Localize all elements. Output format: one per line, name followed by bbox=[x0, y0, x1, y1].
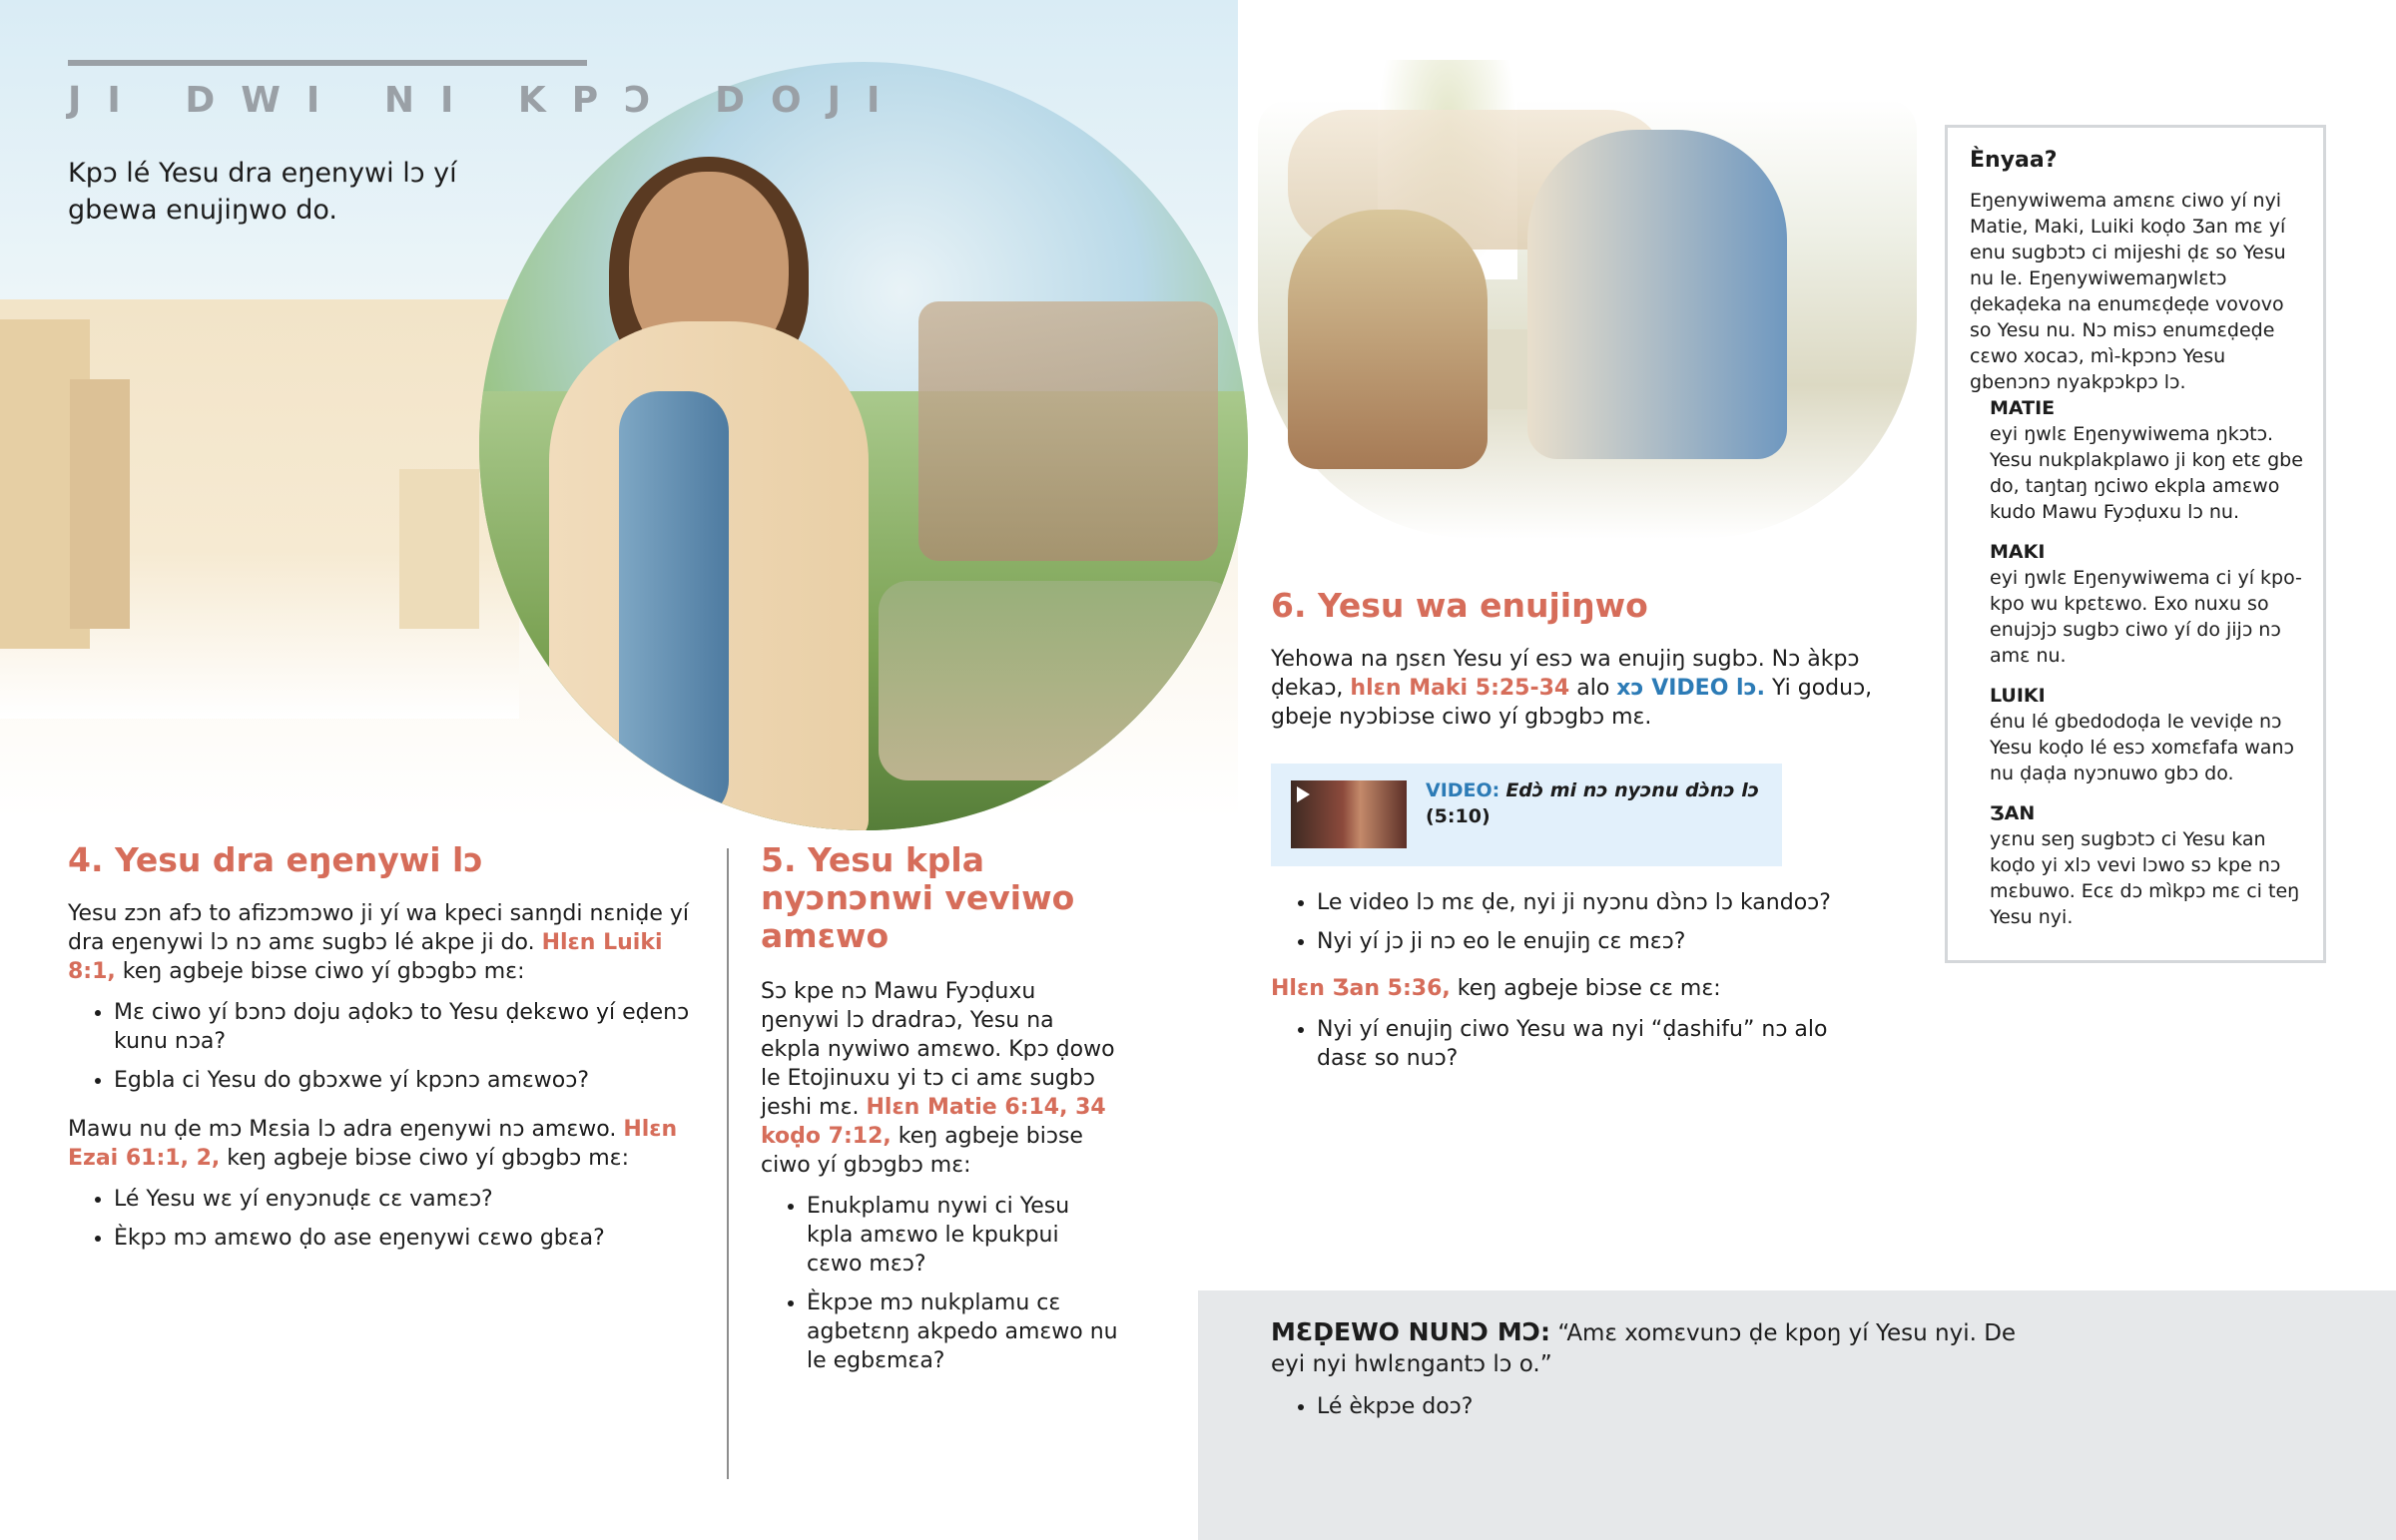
did-you-know-box bbox=[1945, 125, 2326, 963]
video-caption bbox=[1426, 777, 1759, 829]
question-item: • Èkpɔ mɔ amɛwo ḍo ase eŋenywi cɛwo gbɛa? bbox=[114, 1224, 697, 1253]
summary-heading: MƐḌEWO NUNƆ MƆ: bbox=[1271, 1317, 1551, 1346]
section-5-heading: 5. Yesu kpla nyɔnɔnwi veviwo amɛwo bbox=[761, 840, 1075, 955]
question-item: • Egbla ci Yesu do gbɔxwe yí kpɔnɔ amɛwoɔ? bbox=[114, 1066, 697, 1095]
sidebar-intro: Eŋenywiwema amɛnɛ ciwo yí nyi Matie, Maki, Luiki koḍo Ʒan mɛ yí enu sugbɔtɔ ci mijeshi ḍɛ so Yesu nu le. Eŋenywiwemaŋwlɛtɔ ḍekaḍeka na enumɛḍeḍe vovovo so Yesu nu. Nɔ misɔ enumɛḍeḍe cɛwo xocaɔ, mì-kpɔnɔ Yesu gbenɔnɔ nyakpɔkpɔ lɔ. bbox=[1970, 190, 2286, 393]
question-item: • Enukplamu nywi ci Yesu kpla amɛwo le kpukpui cɛwo mɛɔ? bbox=[807, 1192, 1120, 1279]
question-item: • Mɛ ciwo yí bɔnɔ doju aḍokɔ to Yesu ḍekɛwo yí eḍenɔ kunu nɔa? bbox=[114, 998, 697, 1056]
question-item: • Lé èkpɔe doɔ? bbox=[1317, 1392, 2030, 1421]
gospel-writer-name: MATIE bbox=[1990, 397, 2056, 419]
gospel-writer-item bbox=[1990, 800, 2307, 930]
section-5 bbox=[761, 841, 1120, 1385]
question-item: • Lé Yesu wɛ yí enyɔnuḍɛ cɛ vamɛɔ? bbox=[114, 1185, 697, 1214]
video-link[interactable]: xɔ VIDEO lɔ. bbox=[1616, 676, 1765, 701]
sidebar-title: Ènyaa? bbox=[1970, 148, 2058, 173]
section-5-paragraph: Sɔ kpe nɔ Mawu Fyɔḍuxu ŋenywi lɔ dradraɔ, Yesu na ekpla nywiwo amɛwo. Kpɔ ḍowo le Etojinuxu yi tɔ ci amɛ sugbɔ jeshi mɛ. Hlɛn Matie 6:14, 34 koḍo 7:12, keŋ agbeje biɔse ciwo yí gbɔgbɔ mɛ: bbox=[761, 979, 1115, 1178]
scripture-link[interactable]: Hlɛn Matie 6:14, 34 koḍo 7:12, bbox=[761, 1095, 1106, 1149]
section-6-paragraph-2: Hlɛn Ʒan 5:36, keŋ agbeje biɔse cɛ mɛ: bbox=[1271, 976, 1721, 1001]
gospel-writer-name: ƷAN bbox=[1990, 802, 2036, 824]
scripture-link[interactable]: Hlɛn Ezai 61:1, 2, bbox=[68, 1117, 678, 1171]
gospel-writer-text: eyi ŋwlɛ Eŋenywiwema ŋkɔtɔ. Yesu nukplakplawo ji koŋ etɛ gbe do, taŋtaŋ ŋciwo ekpla amɛwo kudo Mawu Fyɔḍuxu lɔ nu. bbox=[1990, 423, 2303, 523]
question-item: • Nyi yí enujiŋ ciwo Yesu wa nyi “ḍashifu” nɔ alo dasɛ so nuɔ? bbox=[1317, 1015, 1870, 1073]
section-6-heading: 6. Yesu wa enujiŋwo bbox=[1271, 586, 1648, 625]
gospel-writer-text: yɛnu seŋ sugbɔtɔ ci Yesu kan koḍo yi xlɔ vevi lɔwo sɔ kpe nɔ mɛbuwo. Ecɛ dɔ mìkpɔ mɛ ci teŋ Yesu nyi. bbox=[1990, 828, 2300, 928]
header-rule bbox=[68, 60, 587, 66]
question-list bbox=[68, 1185, 697, 1253]
gospel-writer-text: énu lé gbedodoḍa le veviḍe nɔ Yesu koḍo lé esɔ xomɛfafa wanɔ nu ḍaḍa nyɔnuwo gbɔ do. bbox=[1990, 711, 2294, 784]
scripture-link[interactable]: Hlɛn Luiki 8:1, bbox=[68, 930, 663, 984]
gospel-writer-item bbox=[1990, 683, 2307, 786]
question-item: • Nyi yí jɔ ji nɔ eo le enujiŋ cɛ mɛɔ? bbox=[1317, 927, 1870, 956]
video-title[interactable]: Edɔ̀ mi nɔ nyɔnu dɔ̀nɔ lɔ bbox=[1505, 779, 1759, 801]
question-list bbox=[1271, 1392, 2030, 1421]
gospel-writer-name: LUIKI bbox=[1990, 685, 2046, 707]
summary-box bbox=[1198, 1290, 2396, 1540]
video-label: VIDEO: bbox=[1426, 779, 1500, 801]
section-6-paragraph: Yehowa na ŋsɛn Yesu yí esɔ wa enujiŋ sugbɔ. Nɔ àkpɔ ḍekaɔ, hlɛn Maki 5:25-34 alo xɔ VIDEO lɔ. Yi goduɔ, gbeje nyɔbiɔse ciwo yí gbɔgbɔ mɛ. bbox=[1271, 647, 1873, 730]
jesus-preaching-illustration bbox=[479, 62, 1248, 830]
lesson-lead: Kpɔ lé Yesu dra eŋenywi lɔ yí gbewa enujiŋwo do. bbox=[68, 158, 457, 226]
gospel-writer-item bbox=[1990, 539, 2307, 669]
seated-crowd-illustration bbox=[879, 581, 1238, 780]
crowd-illustration bbox=[918, 301, 1218, 561]
jesus-kneeling-illustration bbox=[1527, 130, 1787, 459]
video-thumbnail[interactable] bbox=[1291, 780, 1407, 848]
summary-text: MƐḌEWO NUNƆ MƆ: “Amɛ xomɛvunɔ ḍe kpoŋ yí Yesu nyi. De eyi nyi hwlɛngantɔ lɔ o.” • Lé èkpɔe doɔ? bbox=[1271, 1316, 2030, 1431]
lesson-kicker: JI DWI NI KPƆ DOJI bbox=[68, 80, 906, 121]
video-card[interactable] bbox=[1271, 764, 1782, 866]
question-list bbox=[761, 1192, 1120, 1375]
gospel-writer-text: eyi ŋwlɛ Eŋenywiwema ci yí kpo-kpo wu kpɛtɛwo. Exo nuxu so enujɔjɔ sugbɔ ciwo yí do jijɔ nɔ amɛ nu. bbox=[1990, 567, 2302, 667]
section-4-heading: 4. Yesu dra eŋenywi lɔ bbox=[68, 840, 483, 879]
scripture-link[interactable]: Hlɛn Ʒan 5:36, bbox=[1271, 976, 1451, 1001]
blue-mantle bbox=[619, 391, 729, 820]
question-item: • Èkpɔe mɔ nukplamu cɛ agbetɛnŋ akpedo amɛwo nu le egbɛmɛa? bbox=[807, 1288, 1120, 1375]
scripture-link[interactable]: hlɛn Maki 5:25-34 bbox=[1350, 676, 1570, 701]
section-6-questions bbox=[1271, 888, 1870, 1083]
gospel-writer-item bbox=[1990, 395, 2307, 525]
house-illustration bbox=[399, 469, 479, 629]
gospel-writer-name: MAKI bbox=[1990, 541, 2046, 563]
play-icon[interactable] bbox=[1297, 786, 1310, 802]
question-list bbox=[68, 998, 697, 1095]
question-item: • Le video lɔ mɛ ḍe, nyi ji nyɔnu dɔ̀nɔ lɔ kandoɔ? bbox=[1317, 888, 1870, 917]
house-illustration bbox=[70, 379, 130, 629]
section-4 bbox=[68, 841, 697, 1263]
question-list bbox=[1271, 1015, 1870, 1073]
section-4-paragraph-2: Mawu nu ḍe mɔ Mɛsia lɔ adra eŋenywi nɔ amɛwo. Hlɛn Ezai 61:1, 2, keŋ agbeje biɔse ciwo yí gbɔgbɔ mɛ: bbox=[68, 1117, 678, 1171]
kneeling-woman-illustration bbox=[1288, 210, 1488, 469]
section-4-paragraph-1: Yesu zɔn afɔ to afizɔmɔwo ji yí wa kpeci sanŋdi nɛniḍe yí dra eŋenywi lɔ nɔ amɛ sugbɔ lé akpe ji do. Hlɛn Luiki 8:1, keŋ agbeje biɔse ciwo yí gbɔgbɔ mɛ: bbox=[68, 901, 690, 984]
section-6 bbox=[1271, 587, 1910, 732]
video-duration: (5:10) bbox=[1426, 805, 1491, 827]
question-list bbox=[1271, 888, 1870, 956]
column-divider bbox=[727, 848, 729, 1479]
